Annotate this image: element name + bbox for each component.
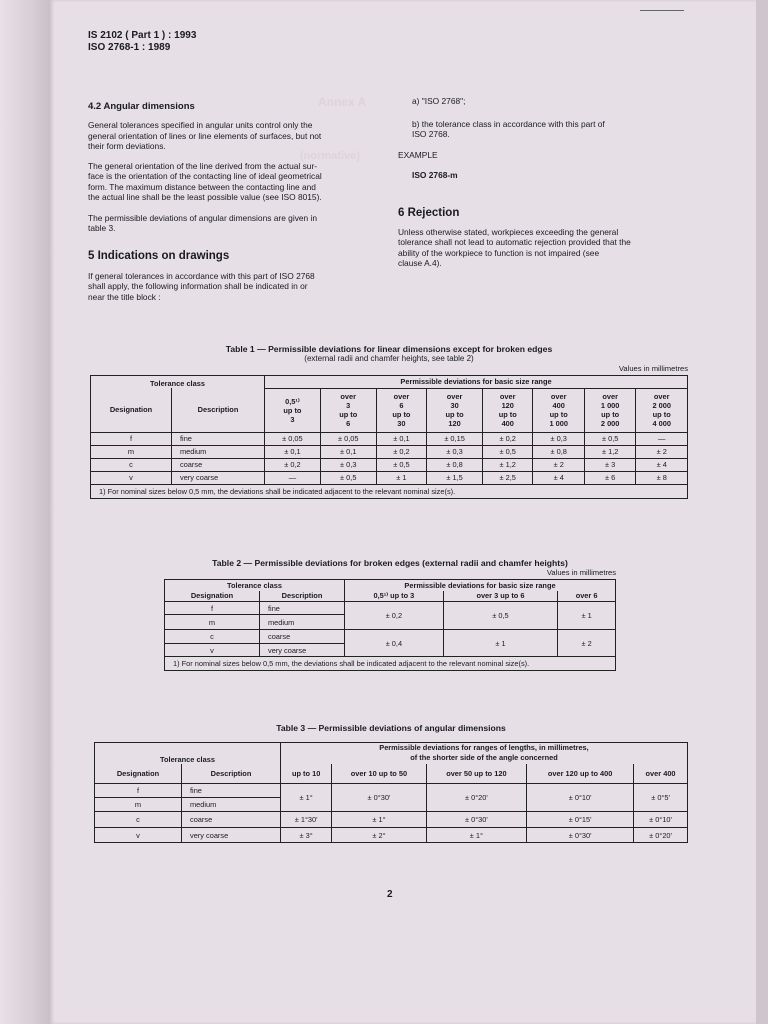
range-text: over	[340, 392, 357, 401]
range-header-cell	[636, 388, 688, 432]
text-line: ability of the workpiece to function is not impaired (see	[398, 247, 600, 258]
range-text: 1 000	[600, 401, 620, 410]
value-cell: ± 2	[636, 445, 688, 458]
value-cell: ± 0°10'	[634, 812, 688, 828]
designation-cell: m	[95, 798, 182, 812]
range-text: 6	[399, 401, 404, 410]
value-cell: ± 0,3	[427, 445, 483, 458]
text-line: form. The maximum distance between the contacting line and	[88, 181, 316, 192]
table-2-block	[164, 558, 616, 671]
table-1-caption: Table 1 — Permissible deviations for linear dimensions except for broken edges	[225, 344, 553, 354]
designation-header: Designation	[91, 388, 172, 432]
range-text: 6	[346, 419, 351, 428]
range-text: 3	[290, 414, 295, 424]
description-cell: medium	[260, 615, 345, 630]
range-header-cell: over 6	[558, 591, 616, 602]
section-4-2-para-3	[88, 213, 378, 234]
value-cell: ± 3°	[281, 828, 332, 843]
section-5-heading: 5 Indications on drawings	[88, 249, 230, 262]
table-header-row	[165, 580, 616, 591]
range-header-cell	[320, 388, 376, 432]
value-cell: ± 0,8	[427, 458, 483, 471]
range-header-cell: over 120 up to 400	[527, 764, 634, 784]
value-cell: ± 0,5	[320, 471, 376, 484]
text-line: The general orientation of the line derived from the actual sur-	[88, 160, 318, 171]
section-4-2-para-2	[88, 161, 378, 203]
table-row	[95, 812, 688, 828]
table-header-row	[91, 388, 688, 432]
description-header: Description	[260, 591, 345, 602]
value-cell: ± 0°30'	[527, 828, 634, 843]
text-line: The permissible deviations of angular dimensions are given in	[88, 212, 318, 223]
value-cell: ± 2,5	[482, 471, 533, 484]
range-text: 30	[397, 419, 406, 428]
example-label: EXAMPLE	[398, 149, 438, 160]
description-cell: very coarse	[182, 828, 281, 843]
value-cell: ± 1,2	[482, 458, 533, 471]
range-header-cell: over 400	[634, 764, 688, 784]
table-2-footnote: 1) For nominal sizes below 0,5 mm, the deviations shall be indicated adjacent to the relevant nominal size(s).	[165, 657, 616, 671]
text-line: near the title block :	[88, 291, 161, 302]
range-text: up to	[601, 410, 620, 419]
range-header-line: of the shorter side of the angle concerned	[410, 753, 558, 763]
range-text: over	[446, 392, 463, 401]
designation-cell: c	[165, 630, 260, 644]
range-header-cell: 0,5¹⁾ up to 3	[345, 591, 444, 602]
text-line: clause A.4).	[398, 258, 442, 268]
range-header-cell	[482, 388, 533, 432]
range-text: 30	[450, 401, 459, 410]
item-a: a) "ISO 2768";	[412, 96, 466, 106]
value-cell: ± 2	[558, 630, 616, 657]
bleed-through-text: (normative)	[300, 150, 360, 162]
value-cell: ± 0,15	[427, 432, 483, 445]
range-text: 4 000	[652, 419, 671, 428]
table-3-block	[94, 723, 688, 843]
text-line: general orientation of lines or line elements of surfaces, but not	[88, 130, 322, 141]
text-line: shall apply, the following information shall be indicated in or	[88, 281, 308, 291]
document-header	[88, 30, 196, 54]
text-line: ISO 2768.	[412, 129, 450, 139]
designation-cell: v	[95, 828, 182, 843]
value-cell: ± 1,2	[584, 445, 635, 458]
value-cell: ± 2	[533, 458, 584, 471]
range-text: 2 000	[652, 401, 671, 410]
value-cell: ± 1°	[281, 784, 332, 812]
table-header-row	[91, 376, 688, 389]
value-cell: ± 0,2	[376, 445, 427, 458]
value-cell: ± 1	[443, 630, 557, 657]
range-header-cell: over 10 up to 50	[332, 764, 426, 784]
range-text: up to	[339, 410, 358, 419]
table-1-subcaption: (external radii and chamfer heights, see table 2)	[304, 354, 474, 363]
item-b	[398, 119, 688, 140]
value-cell: ± 1,5	[427, 471, 483, 484]
table-row	[91, 471, 688, 484]
value-cell: ± 6	[584, 471, 635, 484]
designation-cell: c	[95, 812, 182, 828]
designation-cell: v	[91, 471, 172, 484]
range-header-cell	[265, 388, 321, 432]
left-column	[88, 101, 378, 302]
value-cell: ± 0,5	[584, 432, 635, 445]
range-text: up to	[445, 410, 464, 419]
table-1-body	[91, 432, 688, 484]
description-cell: fine	[260, 602, 345, 615]
range-text: 2 000	[600, 419, 620, 428]
text-line: Unless otherwise stated, workpieces exceeding the general	[398, 226, 619, 237]
range-text: 120	[501, 401, 514, 410]
range-header: Permissible deviations for basic size range	[345, 580, 616, 591]
value-cell: —	[636, 432, 688, 445]
table-footnote-row	[91, 484, 688, 498]
text-line: If general tolerances in accordance with this part of ISO 2768	[88, 270, 315, 281]
value-cell: ± 0°10'	[527, 784, 634, 812]
table-1-units: Values in millimetres	[618, 364, 688, 373]
range-header-cell	[584, 388, 635, 432]
value-cell: ± 0,5	[376, 458, 427, 471]
book-spine	[0, 0, 52, 1024]
value-cell: ± 1	[558, 602, 616, 630]
value-cell: ± 0°30'	[426, 812, 527, 828]
range-header: Permissible deviations for basic size range	[265, 376, 688, 389]
value-cell: ± 0,2	[482, 432, 533, 445]
range-text: over	[393, 392, 410, 401]
value-cell: ± 0°5'	[634, 784, 688, 812]
text-line: b) the tolerance class in accordance with this part of	[412, 118, 605, 129]
designation-header: Designation	[95, 764, 182, 784]
value-cell: ± 0,2	[345, 602, 444, 630]
table-row	[91, 445, 688, 458]
section-4-2-para-1	[88, 120, 378, 152]
table-3	[94, 742, 688, 843]
range-text: 400	[501, 419, 514, 428]
value-cell: ± 0°15'	[527, 812, 634, 828]
description-header: Description	[172, 388, 265, 432]
value-cell: ± 0,5	[482, 445, 533, 458]
range-text: 1 000	[549, 419, 568, 428]
range-text: up to	[283, 405, 302, 415]
range-text: over	[602, 392, 618, 401]
value-cell: ± 0°20'	[634, 828, 688, 843]
range-text: up to	[652, 410, 671, 419]
table-2-units: Values in millimetres	[546, 568, 616, 577]
table-3-caption: Table 3 — Permissible deviations of angular dimensions	[276, 723, 506, 733]
text-line: table 3.	[88, 223, 116, 233]
text-line: General tolerances specified in angular units control only the	[88, 120, 313, 130]
range-header-cell	[427, 388, 483, 432]
value-cell: ± 0,2	[265, 458, 321, 471]
tolerance-class-header: Tolerance class	[165, 580, 345, 591]
table-2	[164, 579, 616, 671]
section-5-para	[88, 271, 378, 303]
range-text: 3	[346, 401, 351, 410]
description-cell: coarse	[260, 630, 345, 644]
range-header-line: Permissible deviations for ranges of lengths, in millimetres,	[379, 743, 589, 753]
value-cell: ± 1°	[332, 812, 426, 828]
value-cell: ± 0,05	[265, 432, 321, 445]
value-cell: ± 0,1	[376, 432, 427, 445]
table-header-row	[95, 743, 688, 764]
value-cell: ± 0°20'	[426, 784, 527, 812]
table-header-row	[165, 591, 616, 602]
table-row	[165, 602, 616, 615]
table-1-footnote: 1) For nominal sizes below 0,5 mm, the deviations shall be indicated adjacent to the relevant nominal size(s).	[91, 484, 688, 498]
range-header-cell	[376, 388, 427, 432]
designation-cell: m	[165, 615, 260, 630]
corner-rule	[640, 10, 684, 11]
range-text: 120	[448, 419, 461, 428]
text-line: tolerance shall not lead to automatic rejection provided that the	[398, 237, 631, 247]
value-cell: ± 0,4	[345, 630, 444, 657]
table-2-caption: Table 2 — Permissible deviations for broken edges (external radii and chamfer heights)	[212, 558, 568, 568]
description-cell: fine	[172, 432, 265, 445]
range-header-cell	[533, 388, 584, 432]
table-row	[91, 458, 688, 471]
designation-cell: m	[91, 445, 172, 458]
description-cell: coarse	[182, 812, 281, 828]
description-cell: fine	[182, 784, 281, 798]
value-cell: ± 0,8	[533, 445, 584, 458]
range-text: over	[499, 392, 516, 401]
value-cell: ± 1°	[426, 828, 527, 843]
range-text: over	[653, 392, 670, 401]
value-cell: ± 0,1	[265, 445, 321, 458]
description-cell: medium	[182, 798, 281, 812]
designation-header: Designation	[165, 591, 260, 602]
standard-number: IS 2102 ( Part 1 ) : 1993	[88, 30, 197, 41]
text-line: their form deviations.	[88, 141, 166, 151]
description-cell: very coarse	[260, 644, 345, 657]
value-cell: ± 8	[636, 471, 688, 484]
designation-cell: f	[95, 784, 182, 798]
table-1	[90, 375, 688, 499]
tolerance-class-header: Tolerance class	[95, 743, 281, 764]
right-column	[398, 96, 688, 269]
value-cell: ± 3	[584, 458, 635, 471]
iso-number: ISO 2768-1 : 1989	[88, 42, 171, 53]
example-value: ISO 2768-m	[412, 170, 458, 180]
description-cell: very coarse	[172, 471, 265, 484]
range-header-cell: up to 10	[281, 764, 332, 784]
table-row	[95, 784, 688, 798]
section-4-2-heading: 4.2 Angular dimensions	[88, 101, 195, 112]
range-header-cell: over 50 up to 120	[426, 764, 527, 784]
range-text: over	[550, 392, 567, 401]
tolerance-class-header: Tolerance class	[91, 376, 265, 389]
description-cell: medium	[172, 445, 265, 458]
designation-cell: c	[91, 458, 172, 471]
designation-cell: f	[165, 602, 260, 615]
description-header: Description	[182, 764, 281, 784]
range-text: 400	[552, 401, 565, 410]
value-cell: ± 0,3	[533, 432, 584, 445]
range-text: up to	[498, 410, 517, 419]
designation-cell: f	[91, 432, 172, 445]
value-cell: ± 4	[636, 458, 688, 471]
value-cell: —	[265, 471, 321, 484]
bleed-through-text: Annex A	[318, 95, 367, 109]
value-cell: ± 0,05	[320, 432, 376, 445]
description-cell: coarse	[172, 458, 265, 471]
value-cell: ± 0,5	[443, 602, 557, 630]
value-cell: ± 0°30'	[332, 784, 426, 812]
table-1-block	[90, 344, 688, 499]
next-page-edge	[756, 0, 768, 1024]
designation-cell: v	[165, 644, 260, 657]
table-header-row	[95, 764, 688, 784]
table-row	[91, 432, 688, 445]
text-line: face is the orientation of the contacting line of ideal geometrical	[88, 171, 322, 181]
value-cell: ± 4	[533, 471, 584, 484]
range-header-cell: over 3 up to 6	[443, 591, 557, 602]
value-cell: ± 1°30'	[281, 812, 332, 828]
section-6-heading: 6 Rejection	[398, 206, 460, 219]
range-text: up to	[549, 410, 568, 419]
value-cell: ± 1	[376, 471, 427, 484]
value-cell: ± 0,3	[320, 458, 376, 471]
section-6-para	[398, 227, 688, 269]
range-header	[281, 743, 688, 764]
table-row	[95, 828, 688, 843]
table-row	[165, 630, 616, 644]
range-text: up to	[392, 410, 411, 419]
text-line: the actual line shall be the least possible value (see ISO 8015).	[88, 192, 322, 202]
table-footnote-row	[165, 657, 616, 671]
page-number: 2	[387, 889, 393, 900]
value-cell: ± 0,1	[320, 445, 376, 458]
value-cell: ± 2°	[332, 828, 426, 843]
range-text: 0,5¹⁾	[285, 396, 300, 406]
